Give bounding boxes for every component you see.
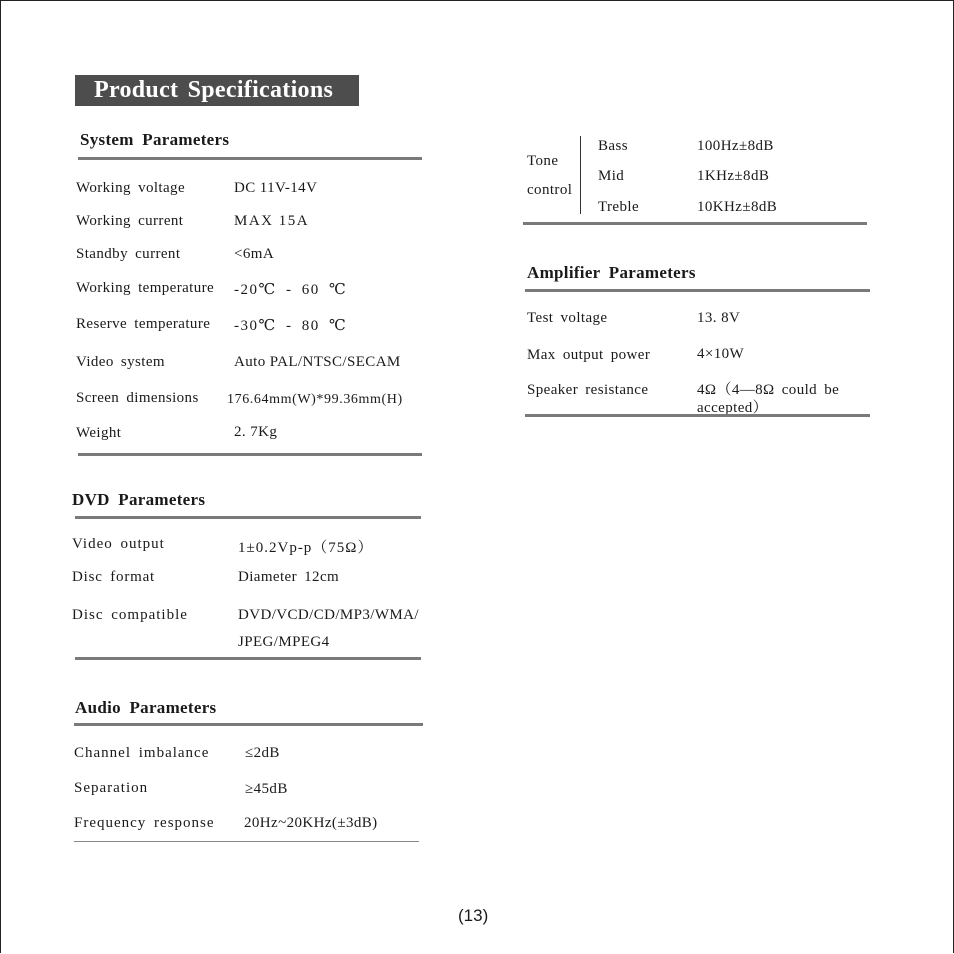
system-parameters-heading: System Parameters — [80, 130, 230, 149]
audio-parameters-heading: Audio Parameters — [75, 698, 217, 717]
spec-value: 4×10W — [697, 346, 745, 362]
spec-label: Working current — [76, 213, 184, 229]
spec-value: 1KHz±8dB — [697, 168, 770, 184]
spec-value-continued: accepted） — [697, 400, 769, 416]
dvd-parameters-heading: DVD Parameters — [72, 490, 206, 509]
spec-label: Video output — [72, 536, 165, 552]
tone-control-label-line2: control — [527, 182, 573, 198]
spec-label: Disc compatible — [72, 607, 188, 623]
spec-label: Bass — [598, 138, 628, 154]
system-heading-rule — [78, 157, 422, 160]
spec-value: Diameter 12cm — [238, 569, 340, 585]
spec-value: 1±0.2Vp-p（75Ω） — [238, 540, 374, 556]
amplifier-parameters-heading: Amplifier Parameters — [527, 263, 696, 282]
spec-label: Reserve temperature — [76, 316, 211, 332]
spec-label: Max output power — [527, 347, 651, 363]
spec-label: Video system — [76, 354, 165, 370]
spec-value: 10KHz±8dB — [697, 199, 778, 215]
amplifier-bottom-rule — [525, 414, 870, 417]
audio-bottom-rule — [74, 841, 419, 842]
spec-value: ≤2dB — [245, 745, 280, 761]
spec-label: Screen dimensions — [76, 390, 199, 406]
spec-value: <6mA — [234, 246, 275, 262]
spec-value: 4Ω（4—8Ω could be — [697, 382, 840, 398]
spec-label: Disc format — [72, 569, 156, 585]
spec-label: Working temperature — [76, 280, 215, 296]
tone-control-label: Tone — [527, 153, 559, 169]
dvd-bottom-rule — [75, 657, 421, 660]
spec-value: -30℃ - 80 ℃ — [234, 318, 348, 334]
spec-value: Auto PAL/NTSC/SECAM — [234, 354, 401, 370]
tone-divider — [580, 136, 581, 214]
spec-value: 100Hz±8dB — [697, 138, 774, 154]
spec-label: Treble — [598, 199, 640, 215]
page-title: Product Specifications — [75, 75, 359, 106]
spec-value: 2. 7Kg — [234, 424, 278, 440]
spec-label: Speaker resistance — [527, 382, 649, 398]
spec-label: Channel imbalance — [74, 745, 210, 761]
spec-label: Standby current — [76, 246, 181, 262]
spec-value: MAX 15A — [234, 213, 310, 229]
spec-label: Frequency response — [74, 815, 215, 831]
spec-label: Test voltage — [527, 310, 608, 326]
system-bottom-rule — [78, 453, 422, 456]
spec-value: ≥45dB — [245, 781, 288, 797]
spec-value: 20Hz~20KHz(±3dB) — [244, 815, 378, 831]
spec-value: 176.64mm(W)*99.36mm(H) — [227, 392, 403, 407]
spec-label: Weight — [76, 425, 122, 441]
spec-value-continued: JPEG/MPEG4 — [238, 634, 330, 650]
spec-value: DC 11V-14V — [234, 180, 318, 196]
page-number: (13) — [458, 906, 489, 925]
spec-value: -20℃ - 60 ℃ — [234, 282, 348, 298]
spec-label: Mid — [598, 168, 625, 184]
audio-heading-rule — [74, 723, 423, 726]
spec-label: Working voltage — [76, 180, 186, 196]
dvd-heading-rule — [75, 516, 421, 519]
tone-bottom-rule — [523, 222, 867, 225]
spec-value: DVD/VCD/CD/MP3/WMA/ — [238, 607, 419, 623]
amplifier-heading-rule — [525, 289, 870, 292]
spec-value: 13. 8V — [697, 310, 741, 326]
spec-label: Separation — [74, 780, 149, 796]
